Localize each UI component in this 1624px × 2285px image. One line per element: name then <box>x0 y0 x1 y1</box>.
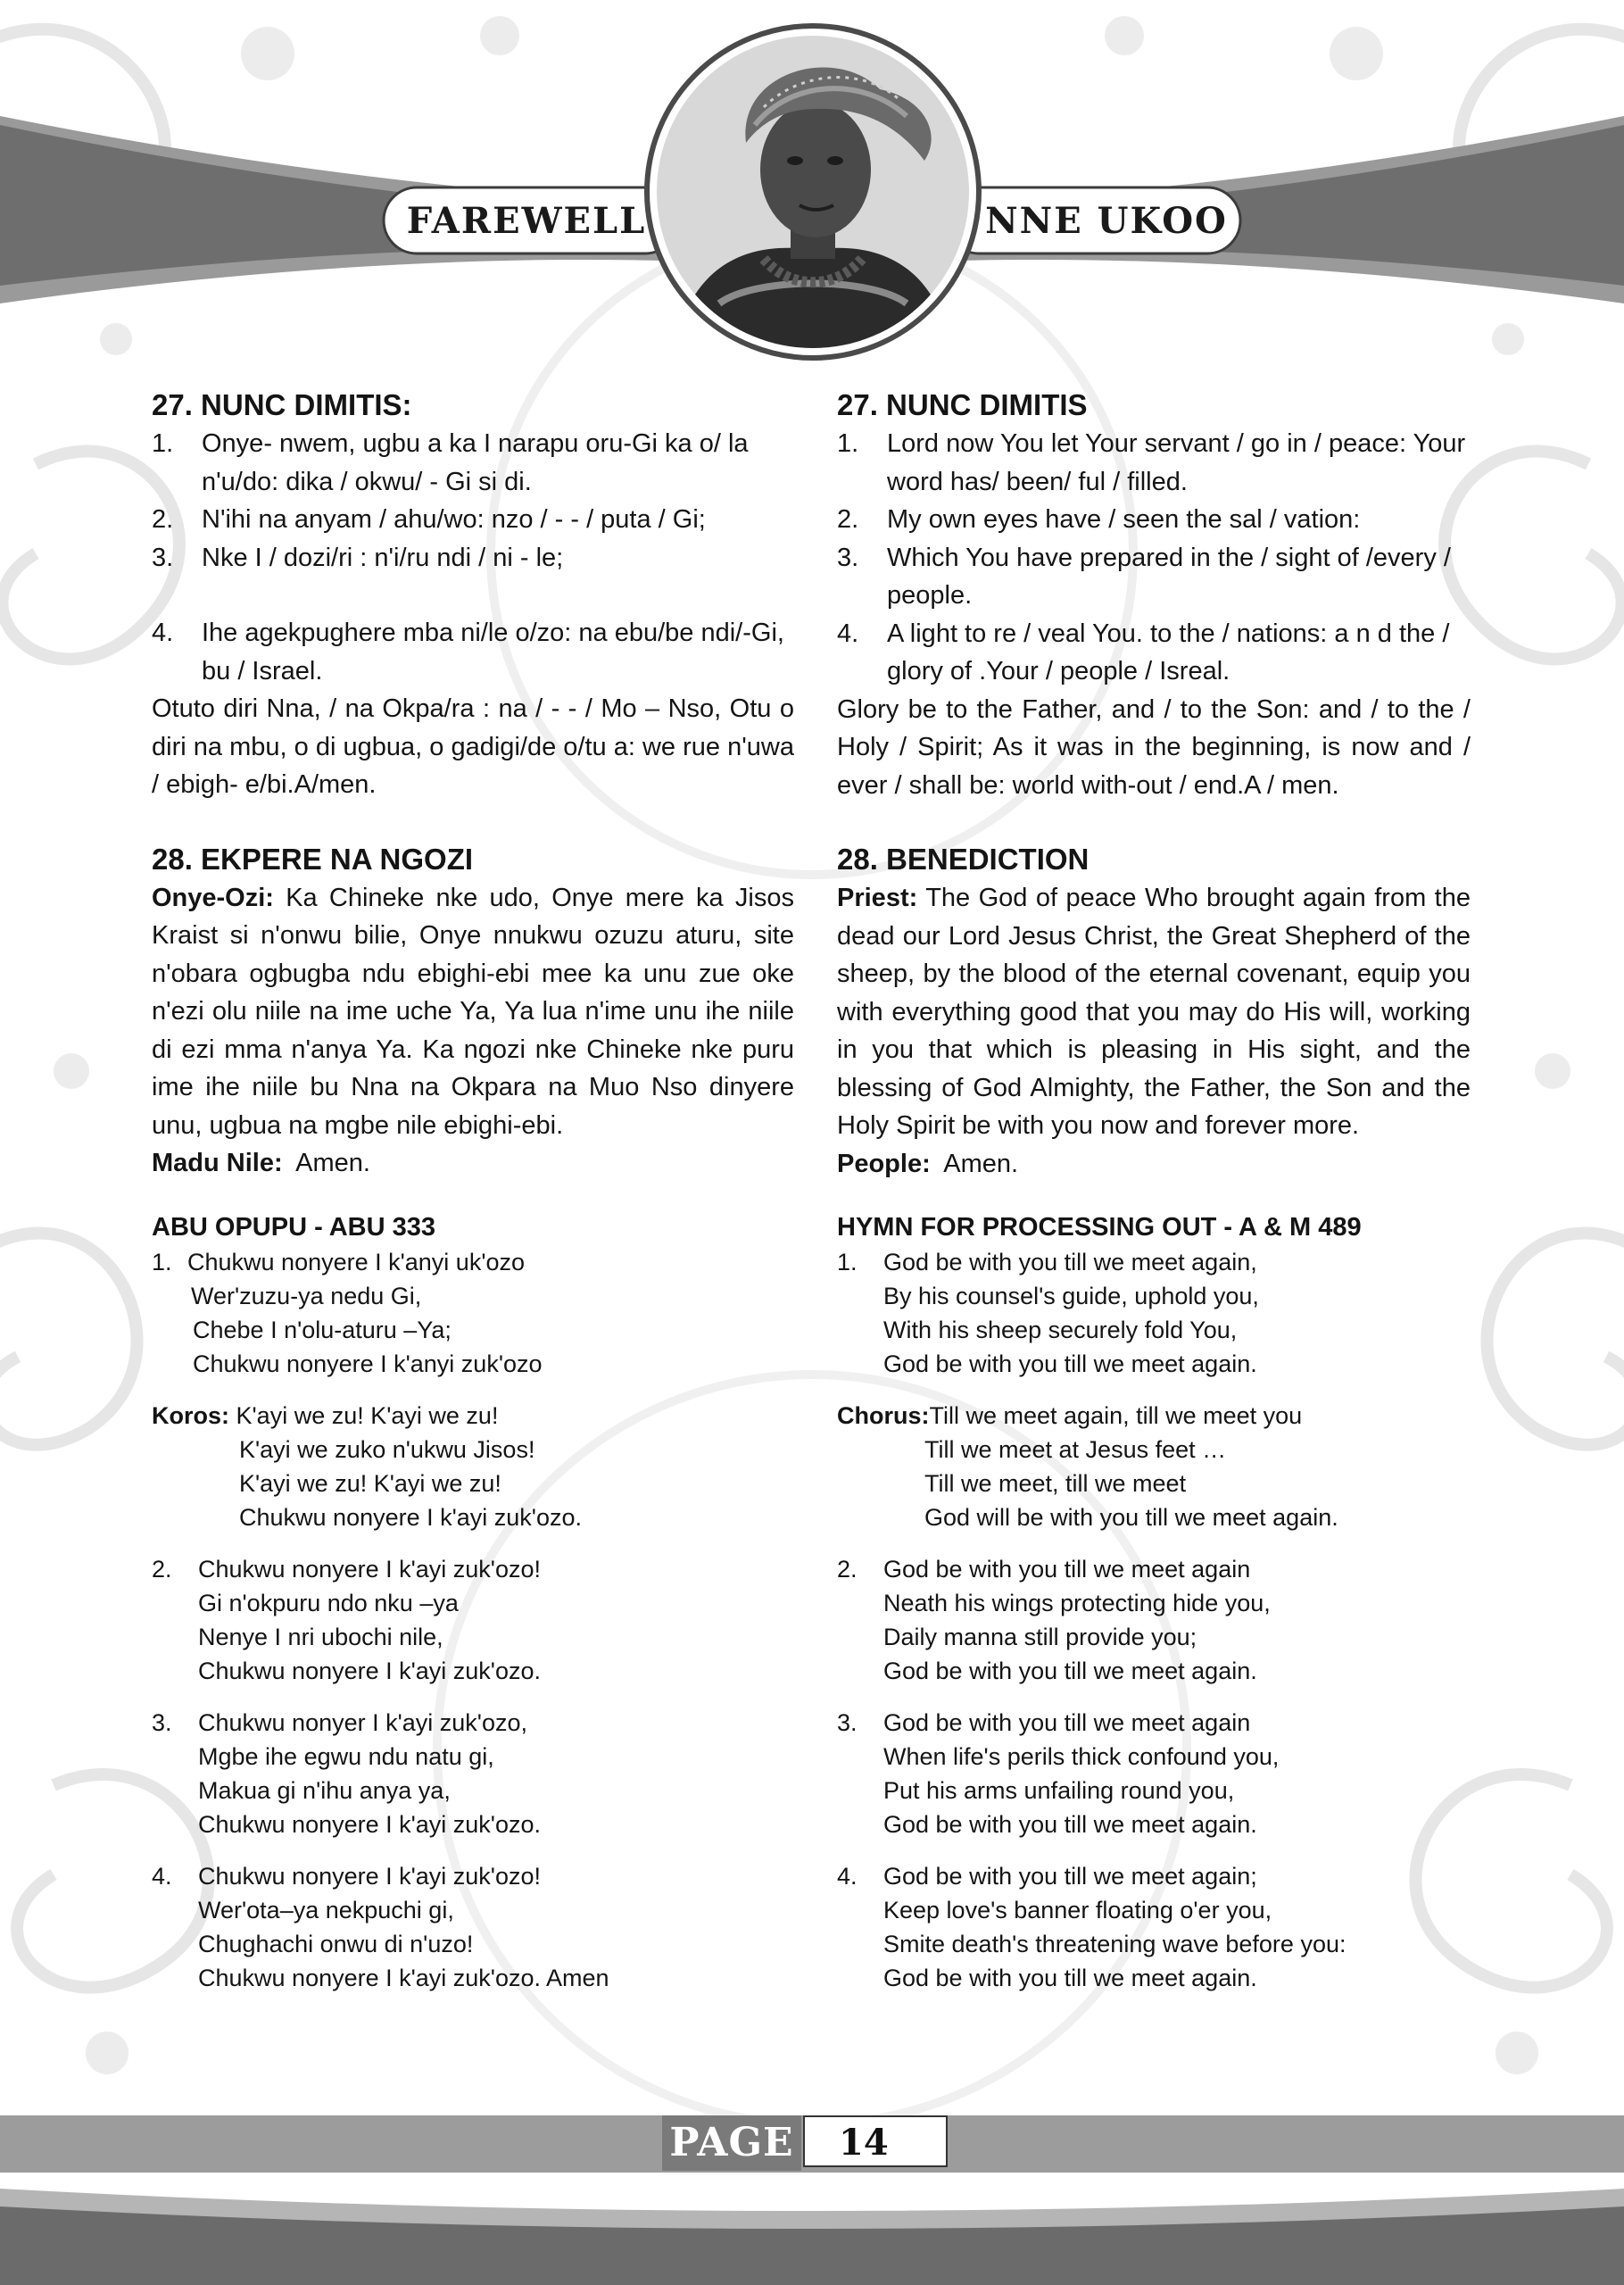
gloria-english: Glory be to the Father, and / to the Son: and / to the / Holy / Spirit; As it was in the beginning, is now and / ever / shall be: world with-out / end.A / men. <box>837 694 1471 800</box>
blessing-text-igbo: Onye-Ozi: Ka Chineke nke udo, Onye mere ka Jisos Kraist si n'onwu bilie, Onye nnukwu ozuzu aturu, site n'obara ogbugba ndu ebighi-ebi mee ka unu zue oke n'ezi olu niile na ime uche Ya, Ya lua n'ime unu ihe niile di ezi mma n'anya Ya. Ka ngozi nke Chineke nke puru ime ihe niile bu Nna na Okpara na Muo Nso dinyere unu, ugbua na mgbe nile ebighi-ebi. <box>152 883 794 1140</box>
section-title-nunc-dimitis-english: 27. NUNC DIMITIS <box>837 388 1088 421</box>
list-item: 4. A light to re / veal You. to the / nations: a n d the / glory of .Your / people / Isreal. <box>837 619 1450 686</box>
hymn-title-igbo: ABU OPUPU - ABU 333 <box>152 1212 435 1242</box>
hymn-verse: 2. God be with you till we meet again Neath his wings protecting hide you, Daily manna still provide you; God be with you till we meet again. <box>837 1556 1271 1684</box>
hymn-igbo <box>152 1245 794 1995</box>
list-item: 4. Ihe agekpughere mba ni/le o/zo: na ebu/be ndi/-Gi, bu / Israel. <box>152 619 784 686</box>
section-title-ekpere: 28. EKPERE NA NGOZI <box>152 842 474 876</box>
blessing-text-english: Priest: The God of peace Who brought again from the dead our Lord Jesus Christ, the Great Shepherd of the sheep, by the blood of the eternal covenant, equip you with everything good that you may do His will, working in you that which is pleasing in His sight, and the blessing of God Almighty, the Father, the Son and the Holy Spirit be with you now and forever more. <box>837 884 1471 1140</box>
hymn-title-english: HYMN FOR PROCESSING OUT - A & M 489 <box>837 1213 1362 1242</box>
hymn-verse: 3. God be with you till we meet again When life's perils thick confound you, Put his arms unfailing round you, God be with you till we meet again. <box>837 1709 1280 1838</box>
hymn-verse: 4. Chukwu nonyere I k'ayi zuk'ozo! Wer'ota–ya nekpuchi gi, Chughachi onwu di n'uzo! Chukwu nonyere I k'ayi zuk'ozo. Amen <box>152 1862 609 1991</box>
right-column <box>837 386 1471 1995</box>
list-item: 3. Nke I / dozi/ri : n'i/ru ndi / ni - le; <box>152 543 564 572</box>
hymn-verse: 2. Chukwu nonyere I k'ayi zuk'ozo! Gi n'okpuru ndo nku –ya Nenye I nri ubochi nile, Chukwu nonyere I k'ayi zuk'ozo. <box>152 1555 541 1684</box>
response-english: People: Amen. <box>837 1149 1019 1178</box>
nunc-dimitis-list-english <box>837 425 1471 691</box>
hymn-verse: 3. Chukwu nonyer I k'ayi zuk'ozo, Mgbe ihe egwu ndu natu gi, Makua gi n'ihu anya ya, Chukwu nonyere I k'ayi zuk'ozo. <box>152 1708 541 1838</box>
left-column <box>152 386 794 1995</box>
hymn-verse: 1. Chukwu nonyere I k'anyi uk'ozo Wer'zuzu-ya nedu Gi, Chebe I n'olu-aturu –Ya; Chukwu nonyere I k'anyi zuk'ozo <box>152 1248 543 1377</box>
header-title-farewell: FAREWELL <box>406 200 647 242</box>
section-title-nunc-dimitis-igbo: 27. NUNC DIMITIS: <box>152 388 412 421</box>
portrait-photo <box>657 36 969 348</box>
nunc-dimitis-list-igbo <box>152 425 794 690</box>
hymn-chorus: Koros: K'ayi we zu! K'ayi we zu! K'ayi we zuko n'ukwu Jisos! K'ayi we zu! K'ayi we zu! Chukwu nonyere I k'ayi zuk'ozo. <box>152 1401 582 1531</box>
list-item: 1. Lord now You let Your servant / go in / peace: Your word has/ been/ ful / filled. <box>837 429 1466 496</box>
list-item: 1. Onye- nwem, ugbu a ka I narapu oru-Gi ka o/ la n'u/do: dika / okwu/ - Gi si di. <box>152 429 749 496</box>
page-label: PAGE <box>662 2115 801 2171</box>
list-item: 2. N'ihi na anyam / ahu/wo: nzo / - - / puta / Gi; <box>152 505 706 534</box>
list-item: 2. My own eyes have / seen the sal / vation: <box>837 505 1361 534</box>
hymn-verse: 4. God be with you till we meet again; Keep love's banner floating o'er you, Smite death's threatening wave before you: God be with you till we meet again. <box>837 1863 1346 1991</box>
response-igbo: Madu Nile: Amen. <box>152 1149 370 1177</box>
gloria-igbo: Otuto diri Nna, / na Okpa/ra : na / - - / Mo – Nso, Otu o diri na mbu, o di ugbua, o gadigi/de o/tu a: we rue n'uwa / ebigh- e/bi.A/men. <box>152 694 794 799</box>
hymn-verse: 1. God be with you till we meet again, By his counsel's guide, uphold you, With his sheep securely fold You, God be with you till we meet again. <box>837 1249 1259 1377</box>
section-title-benediction: 28. BENEDICTION <box>837 843 1090 876</box>
header-title-nne-ukoo: NNE UKOO <box>985 200 1228 242</box>
page-number: 14 <box>803 2115 948 2167</box>
list-item: 3. Which You have prepared in the / sight of /every / people. <box>837 543 1451 610</box>
hymn-english <box>837 1245 1471 1995</box>
hymn-chorus: Chorus:Till we meet again, till we meet you Till we meet at Jesus feet … Till we meet, till we meet God will be with you till we meet again. <box>837 1402 1338 1531</box>
